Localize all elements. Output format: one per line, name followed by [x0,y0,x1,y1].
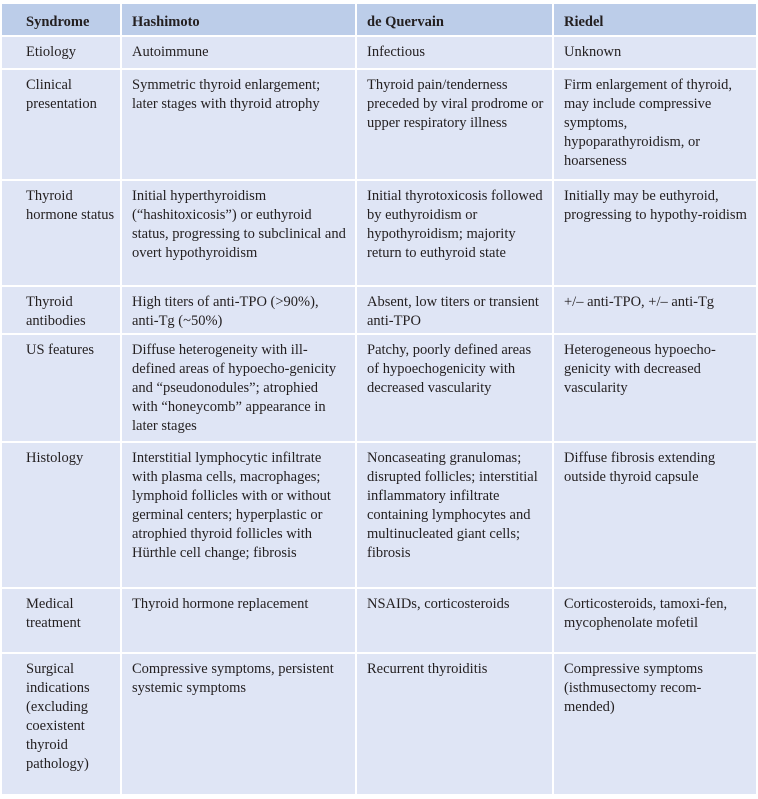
cell-riedel: Unknown [553,36,757,69]
cell-hashimoto: Compressive symptoms, persistent systemic symptoms [121,653,356,795]
thyroiditis-comparison-table [0,2,758,796]
header-hashimoto: Hashimoto [121,3,356,36]
cell-de-quervain: Noncaseating granulomas; disrupted follicles; interstitial inflammatory infiltrate containing lymphocytes and multinucleated giant cells; fibrosis [356,442,553,588]
row-label: US features [1,334,121,442]
cell-hashimoto: Thyroid hormone replacement [121,588,356,653]
row-label: Surgical indications (excluding coexistent thyroid pathology) [1,653,121,795]
table-body [1,36,757,795]
cell-riedel: Initially may be euthyroid, progressing to hypothy-roidism [553,180,757,286]
header-syndrome: Syndrome [1,3,121,36]
cell-de-quervain: Thyroid pain/tenderness preceded by viral prodrome or upper respiratory illness [356,69,553,180]
cell-riedel: Diffuse fibrosis extending outside thyroid capsule [553,442,757,588]
table-row [1,653,757,795]
cell-hashimoto: Interstitial lymphocytic infiltrate with plasma cells, macrophages; lymphoid follicles with or without germinal centers; hyperplastic or atrophied thyroid follicles with Hürthle cell change; fibrosis [121,442,356,588]
header-riedel: Riedel [553,3,757,36]
row-label: Etiology [1,36,121,69]
cell-hashimoto: Diffuse heterogeneity with ill-defined areas of hypoecho-genicity and “pseudonodules”; atrophied with “honeycomb” appearance in later stages [121,334,356,442]
table-header [1,3,757,36]
cell-riedel: Compressive symptoms (isthmusectomy recom-mended) [553,653,757,795]
cell-de-quervain: Recurrent thyroiditis [356,653,553,795]
table-row [1,36,757,69]
cell-hashimoto: Symmetric thyroid enlargement; later stages with thyroid atrophy [121,69,356,180]
cell-de-quervain: Initial thyrotoxicosis followed by euthyroidism or hypothyroidism; majority return to euthyroid state [356,180,553,286]
cell-hashimoto: Initial hyperthyroidism (“hashitoxicosis”) or euthyroid status, progressing to subclinical and overt hypothyroidism [121,180,356,286]
cell-riedel: Heterogeneous hypoecho-genicity with decreased vascularity [553,334,757,442]
cell-de-quervain: Absent, low titers or transient anti-TPO [356,286,553,334]
row-label: Thyroid hormone status [1,180,121,286]
cell-riedel: Corticosteroids, tamoxi-fen, mycophenolate mofetil [553,588,757,653]
cell-hashimoto: High titers of anti-TPO (>90%), anti-Tg (~50%) [121,286,356,334]
table-row [1,588,757,653]
row-label: Histology [1,442,121,588]
cell-hashimoto: Autoimmune [121,36,356,69]
table-row [1,442,757,588]
table-row [1,334,757,442]
header-row [1,3,757,36]
row-label: Thyroid antibodies [1,286,121,334]
cell-de-quervain: Patchy, poorly defined areas of hypoechogenicity with decreased vascularity [356,334,553,442]
cell-riedel: +/– anti-TPO, +/– anti-Tg [553,286,757,334]
cell-de-quervain: Infectious [356,36,553,69]
table-row [1,180,757,286]
cell-riedel: Firm enlargement of thyroid, may include compressive symptoms, hypoparathyroidism, or hoarseness [553,69,757,180]
row-label: Clinical presentation [1,69,121,180]
header-de-quervain: de Quervain [356,3,553,36]
cell-de-quervain: NSAIDs, corticosteroids [356,588,553,653]
table-row [1,286,757,334]
row-label: Medical treatment [1,588,121,653]
table-row [1,69,757,180]
